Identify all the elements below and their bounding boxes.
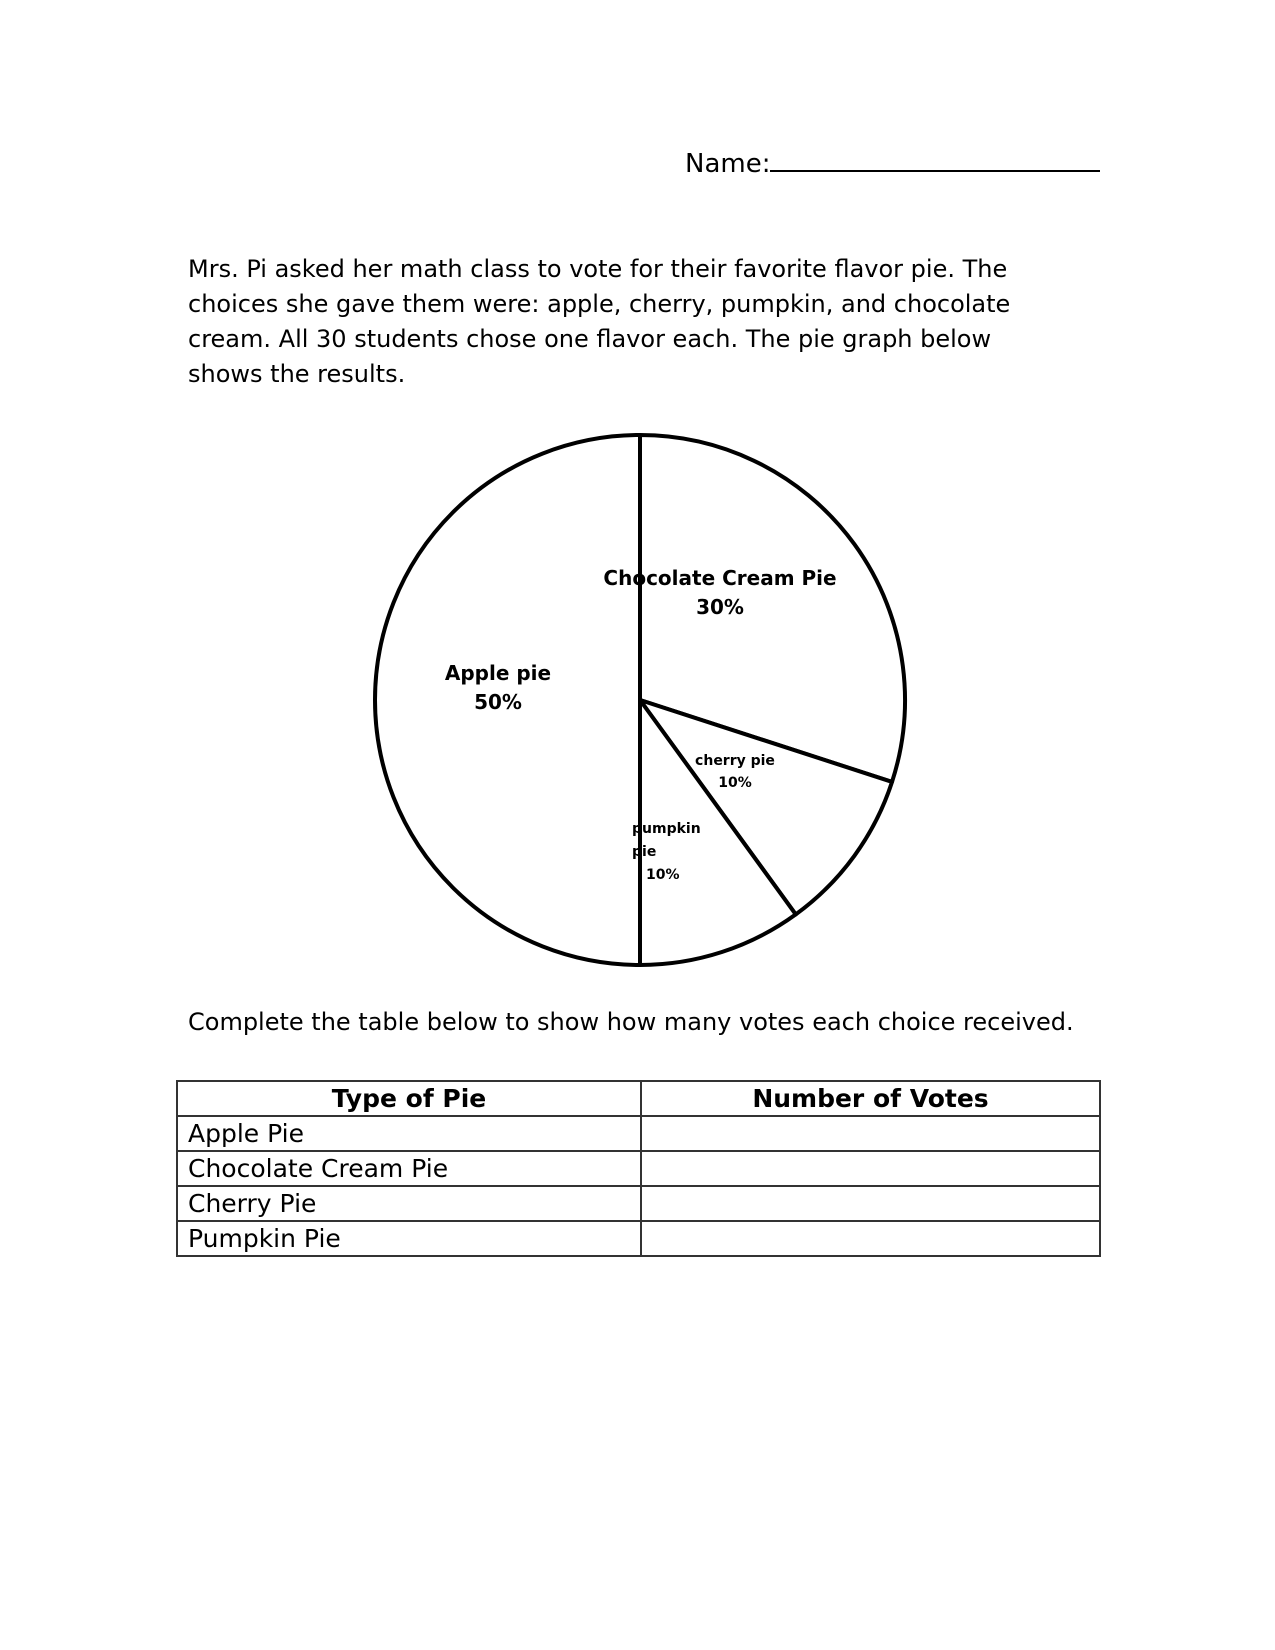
pie-label-line: Apple pie	[444, 661, 552, 685]
votes-cell[interactable]	[641, 1151, 1100, 1186]
pie-label-line: 10%	[646, 867, 680, 883]
table-row	[177, 1151, 1100, 1186]
table-row	[177, 1221, 1100, 1256]
votes-cell[interactable]	[641, 1186, 1100, 1221]
header-type-of-pie: Type of Pie	[177, 1081, 641, 1116]
pie-label-line: pumpkin	[632, 821, 701, 837]
table-header-row	[177, 1081, 1100, 1116]
name-field	[685, 148, 1100, 179]
header-number-of-votes: Number of Votes	[641, 1081, 1100, 1116]
intro-paragraph: Mrs. Pi asked her math class to vote for their favorite flavor pie. The choices she gave them were: apple, cherry, pumpkin, and chocolate cream. All 30 students chose one flavor each. The pie graph below shows the results.	[188, 255, 1011, 388]
table-row	[177, 1116, 1100, 1151]
name-blank-line[interactable]	[770, 148, 1100, 172]
pie-chart-svg	[370, 430, 910, 970]
pie-label-line: cherry pie	[695, 753, 775, 769]
pie-label-line: pie	[632, 844, 657, 860]
pie-type-cell: Pumpkin Pie	[177, 1221, 641, 1256]
pie-type-cell: Chocolate Cream Pie	[177, 1151, 641, 1186]
pie-type-cell: Cherry Pie	[177, 1186, 641, 1221]
pie-label-line: Chocolate Cream Pie	[603, 566, 837, 590]
votes-cell[interactable]	[641, 1116, 1100, 1151]
pie-chart	[370, 430, 910, 970]
pie-type-cell: Apple Pie	[177, 1116, 641, 1151]
table-instructions: Complete the table below to show how many votes each choice received.	[188, 1008, 1074, 1036]
pie-label-line: 10%	[718, 775, 752, 791]
pie-label-line: 50%	[474, 690, 522, 714]
votes-cell[interactable]	[641, 1221, 1100, 1256]
table-row	[177, 1186, 1100, 1221]
pie-label-line: 30%	[696, 595, 744, 619]
name-label: Name:	[685, 149, 771, 179]
votes-table	[176, 1080, 1101, 1257]
